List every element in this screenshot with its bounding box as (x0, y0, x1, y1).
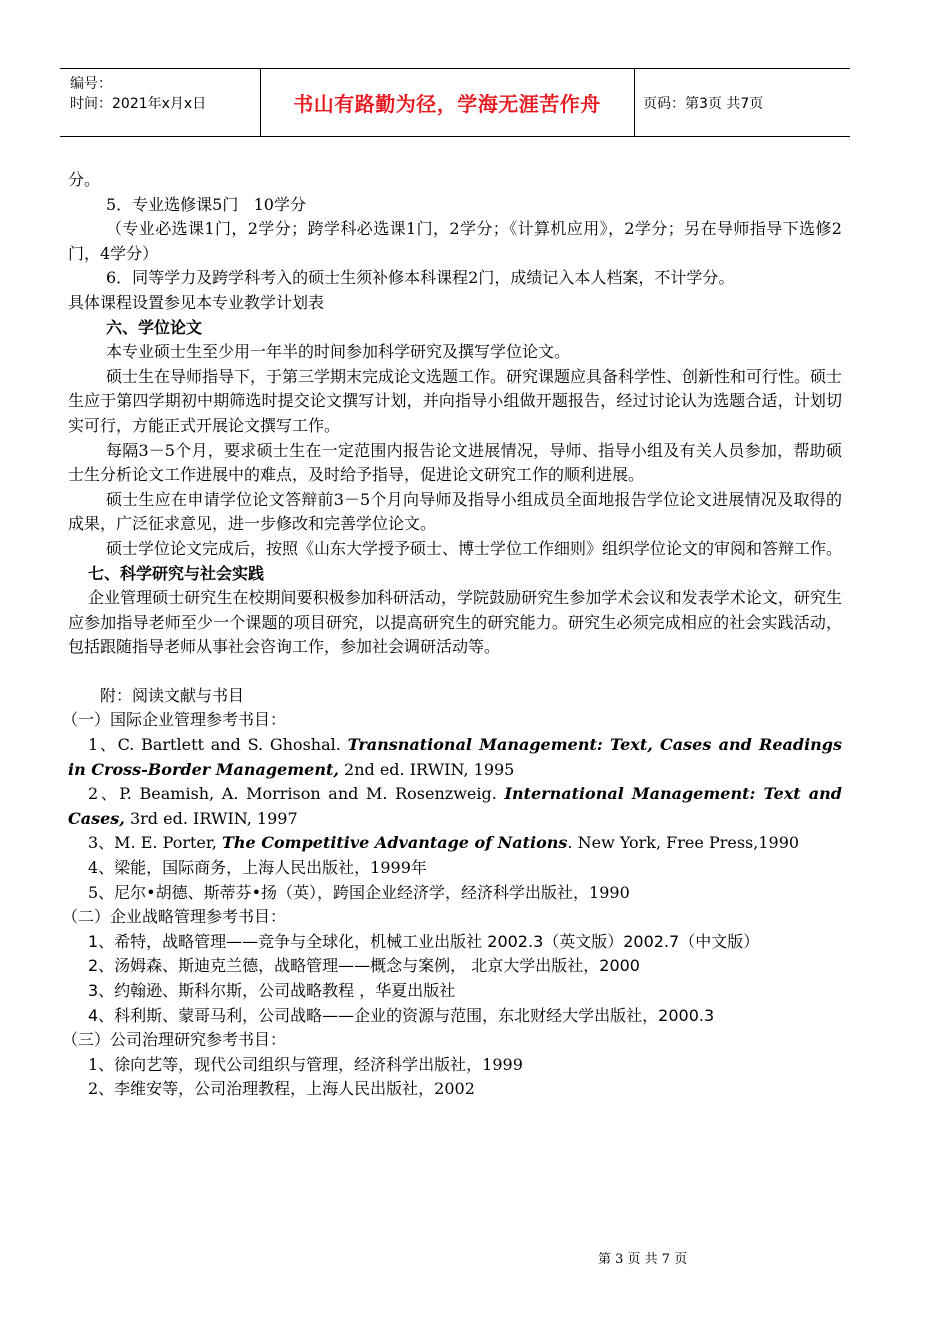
page-header (60, 68, 850, 137)
paragraph: 企业管理硕士研究生在校期间要积极参加科研活动，学院鼓励研究生参加学术会议和发表学术论文，研究生应参加指导老师至少一个课题的项目研究，以提高研究生的研究能力。研究生必须完成相应的社会实践活动，包括跟随指导老师从事社会咨询工作，参加社会调研活动等。 (68, 588, 842, 657)
reference-item: 1、徐向艺等，现代公司组织与管理，经济科学出版社，1999 (88, 1054, 523, 1074)
reference-publisher: 3rd ed. IRWIN, 1997 (124, 808, 298, 828)
paragraph: 5．专业选修课5门 10学分 (106, 194, 306, 214)
reference-item: 1、希特，战略管理——竞争与全球化，机械工业出版社 2002.3（英文版）2002.7（中文版） (88, 931, 760, 951)
paragraph: 6．同等学力及跨学科考入的硕士生须补修本科课程2门，成绩记入本人档案，不计学分。 (106, 268, 735, 288)
appendix-title: 附：阅读文献与书目 (100, 685, 245, 705)
header-motto: 书山有路勤为径，学海无涯苦作舟 (293, 92, 601, 116)
header-motto-cell (260, 69, 635, 136)
reference-item (68, 831, 842, 856)
paragraph: 硕士学位论文完成后，按照《山东大学授予硕士、博士学位工作细则》组织学位论文的审阅和答辩工作。 (106, 538, 843, 558)
reference-title: The Competitive Advantage of Nations (221, 833, 568, 853)
reference-item: 3、约翰逊、斯科尔斯，公司战略教程 ，华夏出版社 (88, 981, 456, 1000)
paragraph: 硕士生应在申请学位论文答辩前3－5个月向导师及指导小组成员全面地报告学位论文进展情况及取得的成果，广泛征求意见，进一步修改和完善学位论文。 (68, 489, 842, 534)
spacer (68, 660, 842, 684)
paragraph: 硕士生在导师指导下，于第三学期末完成论文选题工作。研究课题应具备科学性、创新性和可行性。硕士生应于第四学期初中期筛选时提交论文撰写计划，并向指导小组做开题报告，经过讨论认为选题合适，计划切实可行，方能正式开展论文撰写工作。 (68, 366, 843, 435)
reference-authors: 2、P. Beamish, A. Morrison and M. Rosenzweig. (88, 784, 505, 804)
section-heading: 六、学位论文 (106, 317, 203, 337)
paragraph: 分。 (68, 170, 101, 189)
reference-item: 2、李维安等，公司治理教程，上海人民出版社，2002 (88, 1079, 475, 1099)
subsection-heading: （二）企业战略管理参考书目： (62, 907, 287, 927)
document-body (62, 168, 848, 1102)
subsection-heading: （三）公司治理研究参考书目： (62, 1030, 287, 1050)
page-footer: 第 3 页 共 7 页 (598, 1252, 688, 1267)
reference-publisher: . New York, Free Press,1990 (567, 833, 800, 853)
document-time-label: 时间：2021年x月x日 (70, 96, 207, 112)
reference-item (68, 733, 848, 782)
reference-item (68, 782, 848, 831)
subsection-heading: （一）国际企业管理参考书目： (62, 710, 287, 730)
reference-item: 4、科利斯、蒙哥马利，公司战略——企业的资源与范围，东北财经大学出版社，2000.3 (88, 1005, 715, 1025)
reference-authors: 1、C. Bartlett and S. Ghoshal. (88, 735, 348, 755)
reference-item: 2、汤姆森、斯迪克兰德，战略管理——概念与案例， 北京大学出版社，2000 (88, 956, 640, 976)
paragraph: 具体课程设置参见本专业教学计划表 (68, 292, 325, 312)
header-info-cell (60, 69, 261, 136)
document-number-label: 编号： (70, 76, 112, 92)
reference-item: 5、尼尔•胡德、斯蒂芬•扬（英），跨国企业经济学，经济科学出版社，1990 (88, 882, 630, 902)
reference-item: 4、梁能，国际商务，上海人民出版社，1999年 (88, 858, 427, 878)
reference-authors: 3、M. E. Porter, (88, 833, 222, 853)
reference-title: International Management: Text and Cases, (68, 784, 848, 828)
reference-title: Transnational Management: Text, Cases and Readings in Cross-Border Management, (68, 735, 848, 779)
reference-publisher: 2nd ed. IRWIN, 1995 (338, 759, 515, 779)
header-page-label: 页码：第3页 共7页 (643, 95, 764, 112)
paragraph: 每隔3－5个月，要求硕士生在一定范围内报告论文进展情况，导师、指导小组及有关人员参加，帮助硕士生分析论文工作进展中的难点，及时给予指导，促进论文研究工作的顺利进展。 (68, 440, 842, 485)
paragraph: （专业必选课1门，2学分；跨学科必选课1门，2学分；《计算机应用》，2学分；另在导师指导下选修2门，4学分） (68, 219, 842, 263)
section-heading: 七、科学研究与社会实践 (88, 563, 265, 583)
paragraph: 本专业硕士生至少用一年半的时间参加科学研究及撰写学位论文。 (106, 342, 571, 362)
header-page-cell (635, 69, 850, 136)
